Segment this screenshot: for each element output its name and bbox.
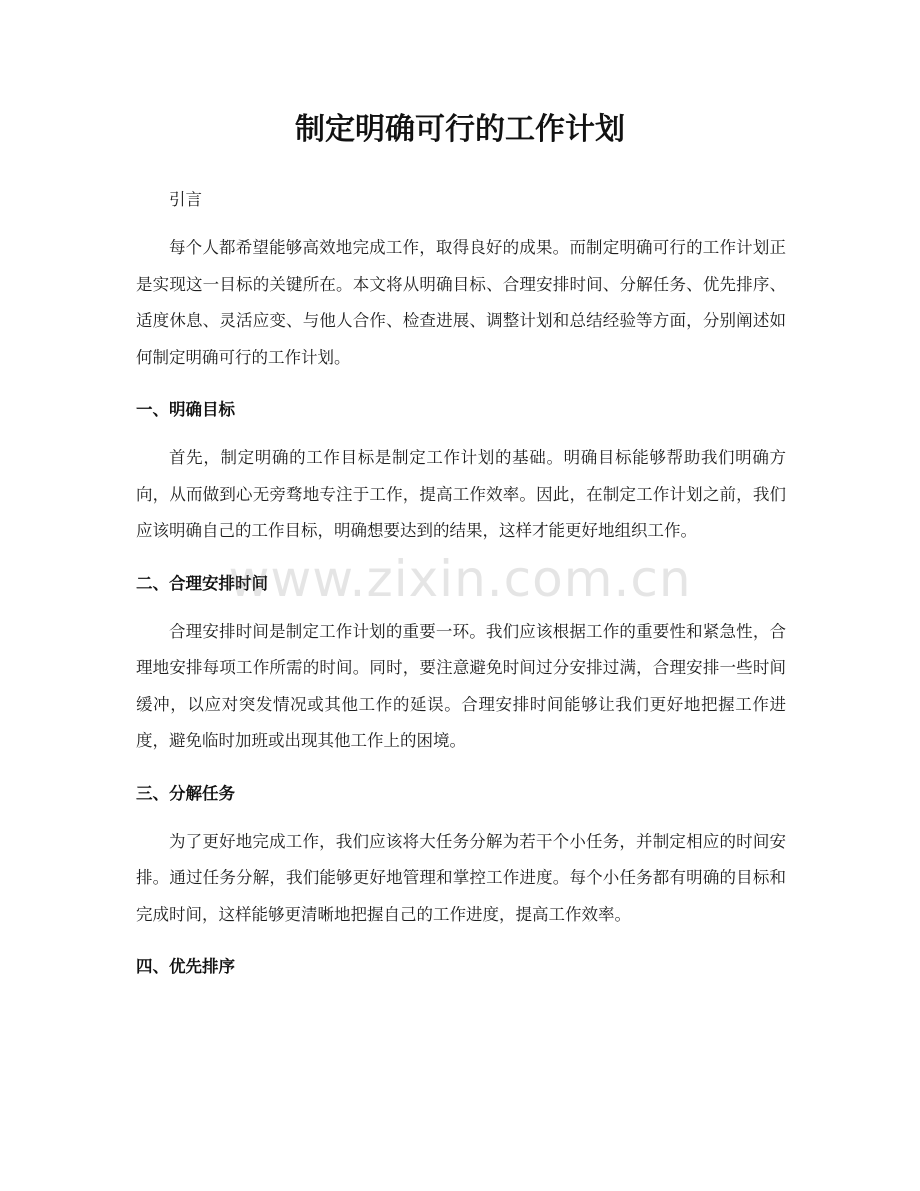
intro-label: 引言	[169, 190, 202, 209]
section-heading-2: 二、合理安排时间	[136, 573, 268, 593]
page-title: 制定明确可行的工作计划	[295, 112, 625, 147]
section-paragraph-3: 为了更好地完成工作，我们应该将大任务分解为若干个小任务，并制定相应的时间安排。通过任务分解，我们能够更好地管理和掌控工作进度。每个小任务都有明确的目标和完成时间，这样能够更清晰地把握自己的工作进度，提高工作效率。	[136, 831, 786, 924]
section-paragraph-2: 合理安排时间是制定工作计划的重要一环。我们应该根据工作的重要性和紧急性，合理地安排每项工作所需的时间。同时，要注意避免时间过分安排过满，合理安排一些时间缓冲，以应对突发情况或其他工作的延误。合理安排时间能够让我们更好地把握工作进度，避免临时加班或出现其他工作上的困境。	[136, 621, 786, 750]
section-paragraph-1: 首先，制定明确的工作目标是制定工作计划的基础。明确目标能够帮助我们明确方向，从而做到心无旁骛地专注于工作，提高工作效率。因此，在制定工作计划之前，我们应该明确自己的工作目标，明确想要达到的结果，这样才能更好地组织工作。	[136, 448, 786, 540]
watermark-text: www.zixin.com.cn	[228, 550, 692, 608]
document-body	[136, 182, 786, 985]
section-heading-4: 四、优先排序	[136, 957, 235, 976]
intro-paragraph: 每个人都希望能够高效地完成工作，取得良好的成果。而制定明确可行的工作计划正是实现这一目标的关键所在。本文将从明确目标、合理安排时间、分解任务、优先排序、适度休息、灵活应变、与他人合作、检查进展、调整计划和总结经验等方面，分别阐述如何制定明确可行的工作计划。	[136, 238, 786, 367]
section-heading-1: 一、明确目标	[136, 400, 235, 419]
section-heading-3: 三、分解任务	[136, 783, 235, 803]
